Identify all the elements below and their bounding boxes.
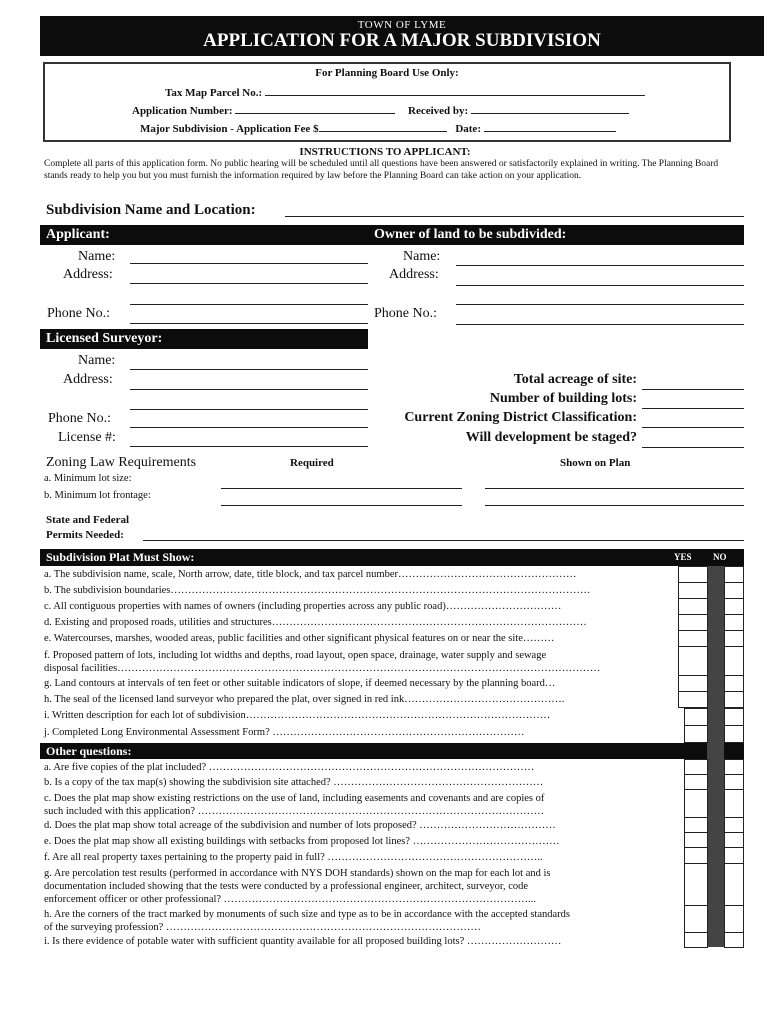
no-column-shading <box>707 566 724 947</box>
plat-f-yes-box[interactable] <box>678 646 708 676</box>
date-field[interactable] <box>484 121 616 132</box>
fee-label: Major Subdivision - Application Fee $ <box>140 123 319 135</box>
zoning-district-label: Current Zoning District Classification: <box>404 410 637 425</box>
other-item-c: c. Does the plat map show existing restrictions on the use of land, including easements and covenants and are copies of <box>44 793 545 804</box>
applicant-name-field[interactable] <box>130 263 368 264</box>
applicant-address-field[interactable] <box>130 283 368 284</box>
applicant-heading: Applicant: <box>40 225 368 245</box>
plat-item-a: a. The subdivision name, scale, North arrow, date, title block, and tax parcel number…………………………………………… <box>44 569 577 580</box>
total-acreage-field[interactable] <box>642 389 744 390</box>
plat-c-yes-box[interactable] <box>678 598 708 615</box>
applicant-phone-field[interactable] <box>130 323 368 324</box>
min-frontage-shown-field[interactable] <box>485 505 744 506</box>
other-questions-heading: Other questions: <box>40 743 744 759</box>
other-h-no-box[interactable] <box>724 905 744 933</box>
surveyor-license-field[interactable] <box>130 446 368 447</box>
other-f-no-box[interactable] <box>724 847 744 864</box>
applicant-name-label: Name: <box>78 249 116 264</box>
other-i-no-box[interactable] <box>724 932 744 948</box>
min-lot-size-label: a. Minimum lot size: <box>44 473 132 484</box>
permits-field[interactable] <box>143 540 744 541</box>
tax-map-label: Tax Map Parcel No.: <box>165 87 263 99</box>
owner-phone-label: Phone No.: <box>374 306 437 321</box>
owner-phone-field[interactable] <box>456 324 744 325</box>
permits-label-line1: State and Federal <box>46 514 130 526</box>
permits-label <box>46 513 129 543</box>
subdivision-name-field[interactable] <box>285 216 744 217</box>
owner-heading: Owner of land to be subdivided: <box>368 225 744 245</box>
other-item-h: h. Are the corners of the tract marked by monuments of such size and type as to be in accordance with the accepted standards <box>44 909 570 920</box>
town-name: TOWN OF LYME <box>357 19 447 31</box>
development-staged-field[interactable] <box>642 447 744 448</box>
other-e-yes-box[interactable] <box>684 832 708 848</box>
other-i-yes-box[interactable] <box>684 932 708 948</box>
plat-e-yes-box[interactable] <box>678 630 708 647</box>
other-b-no-box[interactable] <box>724 774 744 790</box>
plat-j-no-box[interactable] <box>724 725 744 743</box>
other-f-yes-box[interactable] <box>684 847 708 864</box>
building-lots-field[interactable] <box>642 408 744 409</box>
surveyor-phone-label: Phone No.: <box>48 411 111 426</box>
received-by-field[interactable] <box>471 103 629 114</box>
subdivision-name-label: Subdivision Name and Location: <box>46 202 256 218</box>
other-d-yes-box[interactable] <box>684 817 708 833</box>
plat-d-yes-box[interactable] <box>678 614 708 631</box>
owner-name-field[interactable] <box>456 265 744 266</box>
surveyor-address-label: Address: <box>63 372 113 387</box>
other-a-no-box[interactable] <box>724 759 744 775</box>
plat-item-f-cont: disposal facilities………………………………………………………………………………………………………………………… <box>44 663 601 674</box>
plat-a-yes-box[interactable] <box>678 566 708 583</box>
plat-item-d: d. Existing and proposed roads, utilities and structures……………………………………………………………………………… <box>44 617 587 628</box>
plat-i-yes-box[interactable] <box>684 708 708 726</box>
yes-column-heading: YES <box>674 552 692 562</box>
planning-board-box <box>43 62 731 142</box>
planning-box-heading: For Planning Board Use Only: <box>315 67 459 79</box>
min-lot-size-required-field[interactable] <box>221 488 462 489</box>
form-header <box>40 16 764 56</box>
plat-g-no-box[interactable] <box>724 675 744 692</box>
permits-label-line2: Permits Needed: <box>46 529 124 541</box>
other-g-no-box[interactable] <box>724 863 744 906</box>
fee-field[interactable] <box>319 121 447 132</box>
instructions-text: Complete all parts of this application form. No public hearing will be scheduled until all questions have been answered or satisfactorily explained in writing. The Planning Board stands ready to help you but you must furnish the information required by law before the Planning Board can take action on your application. <box>44 159 719 181</box>
other-c-no-box[interactable] <box>724 789 744 818</box>
form-title: APPLICATION FOR A MAJOR SUBDIVISION <box>203 30 601 51</box>
building-lots-label: Number of building lots: <box>489 391 637 406</box>
surveyor-name-field[interactable] <box>130 369 368 370</box>
plat-item-g: g. Land contours at intervals of ten feet or other suitable indicators of slope, if deemed necessary by the planning board… <box>44 678 556 689</box>
instructions-heading: INSTRUCTIONS TO APPLICANT: <box>299 146 471 158</box>
plat-c-no-box[interactable] <box>724 598 744 615</box>
other-item-b: b. Is a copy of the tax map(s) showing the subdivision site attached? …………………………………………………… <box>44 777 544 788</box>
other-item-e: e. Does the plat map show all existing buildings with setbacks from proposed lot lines? …………………………………… <box>44 836 560 847</box>
other-item-f: f. Are all real property taxes pertaining to the property paid in full? …………………………………………………….. <box>44 852 543 863</box>
zoning-district-field[interactable] <box>642 427 744 428</box>
plat-item-b: b. The subdivision boundaries………………………………………………………………………………………………………… <box>44 585 591 596</box>
plat-i-no-box[interactable] <box>724 708 744 726</box>
other-item-h-cont: of the surveying profession? ……………………………………………………………………………… <box>44 922 481 933</box>
plat-d-no-box[interactable] <box>724 614 744 631</box>
plat-b-yes-box[interactable] <box>678 582 708 599</box>
other-item-a: a. Are five copies of the plat included? ………………………………………………………………………………… <box>44 762 535 773</box>
plat-f-no-box[interactable] <box>724 646 744 676</box>
owner-name-label: Name: <box>403 249 441 264</box>
plat-g-yes-box[interactable] <box>678 675 708 692</box>
plat-b-no-box[interactable] <box>724 582 744 599</box>
plat-h-yes-box[interactable] <box>678 691 708 708</box>
applicant-address-line2[interactable] <box>130 304 368 305</box>
other-d-no-box[interactable] <box>724 817 744 833</box>
plat-heading-label: Subdivision Plat Must Show: <box>46 550 195 564</box>
other-item-i: i. Is there evidence of potable water with sufficient quantity available for all proposed building lots? ……………………… <box>44 936 562 947</box>
plat-item-f: f. Proposed pattern of lots, including lot widths and depths, road layout, open space, drainage, water supply and sewage <box>44 650 547 661</box>
date-label: Date: <box>455 123 481 135</box>
applicant-address-label: Address: <box>63 267 113 282</box>
other-c-yes-box[interactable] <box>684 789 708 818</box>
zoning-heading: Zoning Law Requirements <box>46 455 197 470</box>
surveyor-name-label: Name: <box>78 353 116 368</box>
surveyor-phone-field[interactable] <box>130 427 368 428</box>
owner-address-field[interactable] <box>456 285 744 286</box>
other-item-c-cont: such included with this application? ……………………………………………………………………………………… <box>44 806 545 817</box>
plat-j-yes-box[interactable] <box>684 725 708 743</box>
plat-item-c: c. All contiguous properties with names of owners (including properties across any public road)…………………………… <box>44 601 562 612</box>
plat-e-no-box[interactable] <box>724 630 744 647</box>
received-by-label: Received by: <box>408 105 469 117</box>
other-g-yes-box[interactable] <box>684 863 708 906</box>
min-frontage-required-field[interactable] <box>221 505 462 506</box>
surveyor-address-line2[interactable] <box>130 409 368 410</box>
development-staged-label: Will development be staged? <box>465 430 637 445</box>
no-column-heading: NO <box>713 552 727 562</box>
other-a-yes-box[interactable] <box>684 759 708 775</box>
min-frontage-label: b. Minimum lot frontage: <box>44 490 151 501</box>
plat-a-no-box[interactable] <box>724 566 744 583</box>
other-item-d: d. Does the plat map show total acreage of the subdivision and number of lots proposed? ………………………………… <box>44 820 556 831</box>
shown-on-plan-heading: Shown on Plan <box>560 457 631 469</box>
other-item-g-cont1: documentation included showing that the tests were conducted by a professional engineer, architect, surveyor, code <box>44 881 529 892</box>
other-e-no-box[interactable] <box>724 832 744 848</box>
total-acreage-label: Total acreage of site: <box>513 372 637 387</box>
plat-heading <box>40 549 744 566</box>
application-number-field[interactable] <box>235 103 395 114</box>
other-item-g-cont2: enforcement officer or other professional? ……………………………………………………………………………... <box>44 894 537 905</box>
surveyor-heading: Licensed Surveyor: <box>40 329 368 349</box>
surveyor-license-label: License #: <box>58 430 116 445</box>
other-item-g: g. Are percolation test results (performed in accordance with NYS DOH standards) shown on the map for each lot and is <box>44 868 551 879</box>
plat-item-e: e. Watercourses, marshes, wooded areas, public facilities and other significant physical features on or near the site……… <box>44 633 555 644</box>
min-lot-size-shown-field[interactable] <box>485 488 744 489</box>
other-b-yes-box[interactable] <box>684 774 708 790</box>
tax-map-field[interactable] <box>265 85 645 96</box>
owner-address-line2[interactable] <box>456 304 744 305</box>
plat-item-i: i. Written description for each lot of subdivision…………………………………………………………………………… <box>44 710 551 721</box>
application-number-label: Application Number: <box>132 105 233 117</box>
owner-address-label: Address: <box>389 267 439 282</box>
plat-item-h: h. The seal of the licensed land surveyor who prepared the plat, over signed in red ink………………………………………. <box>44 694 565 705</box>
plat-h-no-box[interactable] <box>724 691 744 708</box>
plat-item-j: j. Completed Long Environmental Assessment Form? ……………………………………………………………… <box>44 727 525 738</box>
required-column-heading: Required <box>290 457 334 469</box>
applicant-phone-label: Phone No.: <box>47 306 110 321</box>
other-h-yes-box[interactable] <box>684 905 708 933</box>
surveyor-address-field[interactable] <box>130 389 368 390</box>
